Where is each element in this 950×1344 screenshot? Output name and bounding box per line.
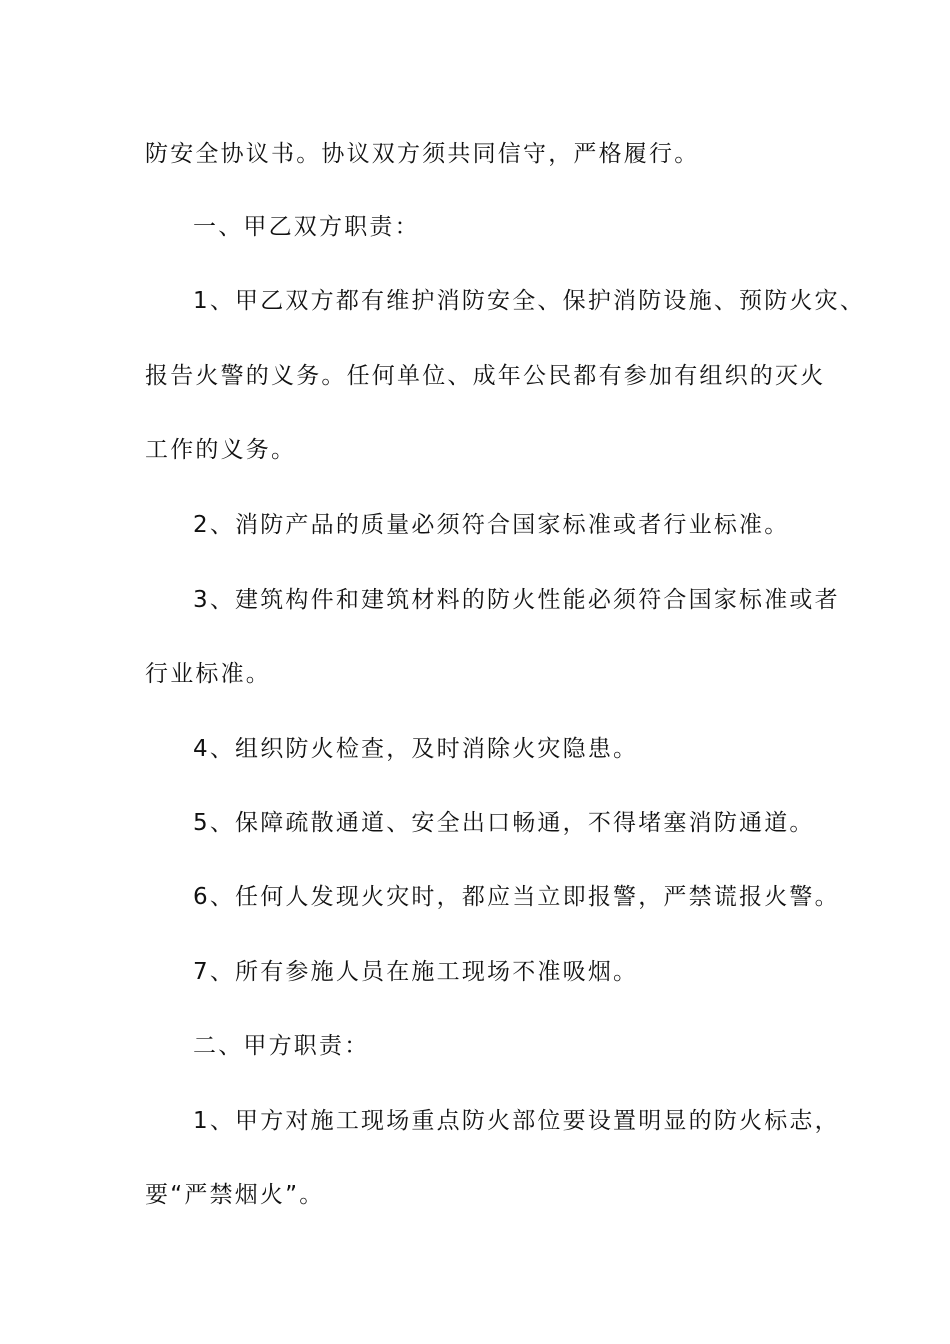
text-line-1: 防安全协议书。协议双方须共同信守，严格履行。 — [145, 141, 700, 167]
text-line-8: 行业标准。 — [145, 661, 271, 687]
text-line-4: 报告火警的义务。任何单位、成年公民都有参加有组织的灭火 — [145, 363, 826, 389]
text-line-6: 2、消防产品的质量必须符合国家标准或者行业标准。 — [193, 512, 790, 538]
section-heading-2: 二、甲方职责： — [193, 1033, 370, 1059]
section-heading-1: 一、甲乙双方职责： — [193, 214, 420, 240]
text-line-3: 1、甲乙双方都有维护消防安全、保护消防设施、预防火灾、 — [193, 288, 866, 314]
text-line-10: 5、保障疏散通道、安全出口畅通，不得堵塞消防通道。 — [193, 810, 815, 836]
text-line-14: 1、甲方对施工现场重点防火部位要设置明显的防火标志， — [193, 1108, 840, 1134]
text-line-11: 6、任何人发现火灾时，都应当立即报警，严禁谎报火警。 — [193, 884, 840, 910]
text-line-12: 7、所有参施人员在施工现场不准吸烟。 — [193, 959, 639, 985]
text-line-7: 3、建筑构件和建筑材料的防火性能必须符合国家标准或者 — [193, 587, 840, 613]
text-line-9: 4、组织防火检查，及时消除火灾隐患。 — [193, 736, 639, 762]
text-line-5: 工作的义务。 — [145, 437, 297, 463]
text-line-15: 要“严禁烟火”。 — [145, 1182, 325, 1208]
